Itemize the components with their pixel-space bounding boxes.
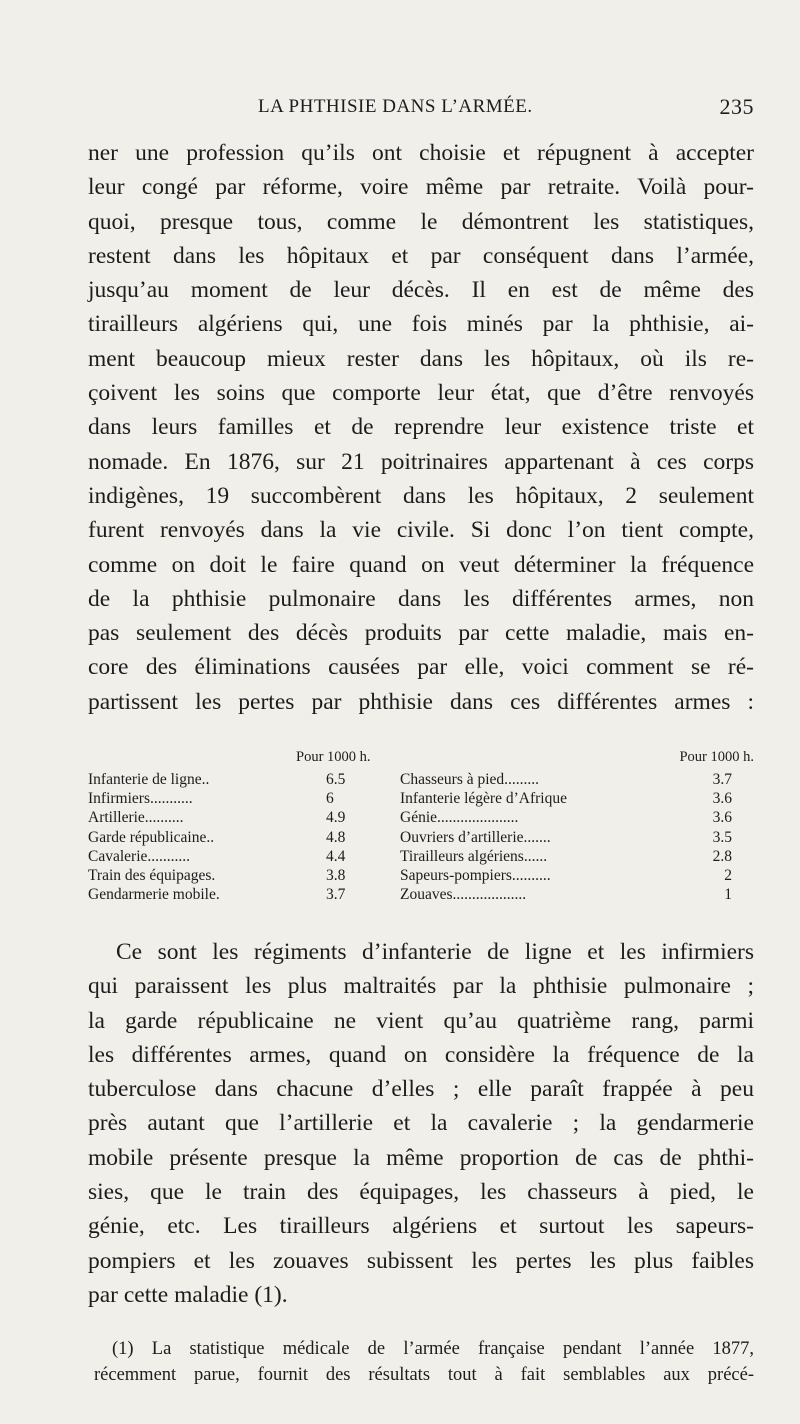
table-row bbox=[88, 828, 408, 847]
text-line: pas seulement des décès produits par cette maladie, mais en- bbox=[88, 620, 754, 647]
row-label: Artillerie.......... bbox=[88, 809, 184, 827]
footnote-line: récemment parue, fournit des résultats tout à fait semblables aux précé- bbox=[94, 1365, 754, 1385]
row-label: Infanterie de ligne.. bbox=[88, 771, 210, 788]
text-line: core des éliminations causées par elle, voici comment se ré- bbox=[88, 654, 754, 681]
row-value: 3.6 bbox=[712, 809, 732, 827]
footnote-line: (1) La statistique médicale de l’armée française pendant l’année 1877, bbox=[112, 1339, 754, 1359]
text-line: les différentes armes, quand on considère la fréquence de la bbox=[88, 1041, 754, 1068]
table-row bbox=[400, 808, 754, 827]
table-row bbox=[400, 847, 754, 866]
row-value: 4.4 bbox=[326, 847, 346, 865]
text-line: tuberculose dans chacune d’elles ; elle paraît frappée à peu bbox=[88, 1076, 754, 1103]
column-header-right: Pour 1000 h. bbox=[679, 749, 754, 765]
text-line: la garde républicaine ne vient qu’au quatrième rang, parmi bbox=[88, 1007, 754, 1034]
text-line: tirailleurs algériens qui, une fois minés par la phthisie, ai- bbox=[88, 311, 754, 338]
text-line: Ce sont les régiments d’infanterie de ligne et les infirmiers bbox=[116, 939, 754, 965]
row-label: Sapeurs-pompiers.......... bbox=[400, 866, 551, 884]
row-value: 3.6 bbox=[712, 790, 732, 808]
text-line: génie, etc. Les tirailleurs algériens et surtout les sapeurs- bbox=[88, 1213, 754, 1240]
row-label: Tirailleurs algériens...... bbox=[400, 847, 548, 865]
text-line: de la phthisie pulmonaire dans les différentes armes, non bbox=[88, 585, 754, 612]
row-value: 3.7 bbox=[712, 771, 732, 788]
column-header-left: Pour 1000 h. bbox=[296, 749, 371, 765]
row-value: 3.5 bbox=[712, 828, 732, 846]
row-value: 3.7 bbox=[326, 886, 346, 904]
table-row bbox=[88, 789, 408, 808]
table-row bbox=[88, 885, 408, 904]
text-line: par cette maladie (1). bbox=[88, 1281, 288, 1308]
table-row bbox=[400, 828, 754, 847]
paragraph-1 bbox=[88, 136, 754, 719]
table-row bbox=[88, 866, 408, 885]
row-label: Génie..................... bbox=[400, 809, 519, 827]
text-line: qui paraissent les plus maltraités par la phthisie pulmonaire ; bbox=[88, 973, 754, 1000]
text-line: près autant que l’artillerie et la cavalerie ; la gendarmerie bbox=[88, 1110, 754, 1137]
table-row bbox=[400, 789, 754, 808]
text-line: pompiers et les zouaves subissent les pertes les plus faibles bbox=[88, 1247, 754, 1274]
row-label: Infirmiers........... bbox=[88, 790, 193, 808]
table-row bbox=[400, 770, 754, 789]
row-value: 3.8 bbox=[326, 866, 346, 884]
row-label: Cavalerie........... bbox=[88, 847, 191, 865]
text-line: ner une profession qu’ils ont choisie et répugnent à accepter bbox=[88, 140, 754, 166]
page-number: 235 bbox=[719, 94, 754, 119]
text-line: indigènes, 19 succombèrent dans les hôpitaux, 2 seulement bbox=[88, 482, 754, 509]
row-label: Ouvriers d’artillerie....... bbox=[400, 828, 551, 846]
losses-table bbox=[88, 748, 754, 918]
row-value: 2.8 bbox=[712, 847, 732, 865]
text-line: comme on doit le faire quand on veut déterminer la fréquence bbox=[88, 551, 754, 578]
text-line: restent dans les hôpitaux et par conséquent dans l’armée, bbox=[88, 242, 754, 269]
text-line: leur congé par réforme, voire même par retraite. Voilà pour- bbox=[88, 174, 754, 201]
running-title: LA PHTHISIE DANS L’ARMÉE. bbox=[258, 96, 533, 117]
text-line: jusqu’au moment de leur décès. Il en est de même des bbox=[88, 277, 754, 304]
text-line: çoivent les soins que comporte leur état, que d’être renvoyés bbox=[88, 380, 754, 407]
table-right-column bbox=[400, 770, 754, 904]
table-row bbox=[400, 885, 754, 904]
row-label: Garde républicaine.. bbox=[88, 828, 215, 846]
text-line: ment beaucoup mieux rester dans les hôpitaux, où ils re- bbox=[88, 345, 754, 372]
text-line: furent renvoyés dans la vie civile. Si donc l’on tient compte, bbox=[88, 517, 754, 544]
running-header bbox=[90, 96, 754, 126]
row-label: Chasseurs à pied......... bbox=[400, 771, 540, 788]
row-label: Zouaves................... bbox=[400, 886, 527, 904]
row-value: 1 bbox=[724, 886, 732, 904]
paragraph-2 bbox=[88, 935, 754, 1312]
row-label: Gendarmerie mobile. bbox=[88, 886, 220, 904]
row-label: Infanterie légère d’Afrique bbox=[400, 790, 567, 808]
text-line: partissent les pertes par phthisie dans ces différentes armes : bbox=[88, 688, 754, 715]
row-label: Train des équipages. bbox=[88, 866, 216, 884]
table-row bbox=[88, 808, 408, 827]
table-row bbox=[400, 866, 754, 885]
row-value: 6 bbox=[326, 790, 334, 808]
text-line: nomade. En 1876, sur 21 poitrinaires appartenant à ces corps bbox=[88, 448, 754, 475]
text-line: dans leurs familles et de reprendre leur existence triste et bbox=[88, 414, 754, 441]
text-line: quoi, presque tous, comme le démontrent les statistiques, bbox=[88, 208, 754, 235]
text-line: sies, que le train des équipages, les chasseurs à pied, le bbox=[88, 1179, 754, 1206]
text-line: mobile présente presque la même proportion de cas de phthi- bbox=[88, 1144, 754, 1171]
row-value: 4.8 bbox=[326, 828, 346, 846]
table-left-column bbox=[88, 770, 408, 904]
footnote bbox=[94, 1336, 754, 1388]
table-row bbox=[88, 770, 408, 789]
row-value: 4.9 bbox=[326, 809, 346, 827]
table-row bbox=[88, 847, 408, 866]
row-value: 2 bbox=[724, 866, 732, 884]
row-value: 6.5 bbox=[326, 771, 346, 788]
